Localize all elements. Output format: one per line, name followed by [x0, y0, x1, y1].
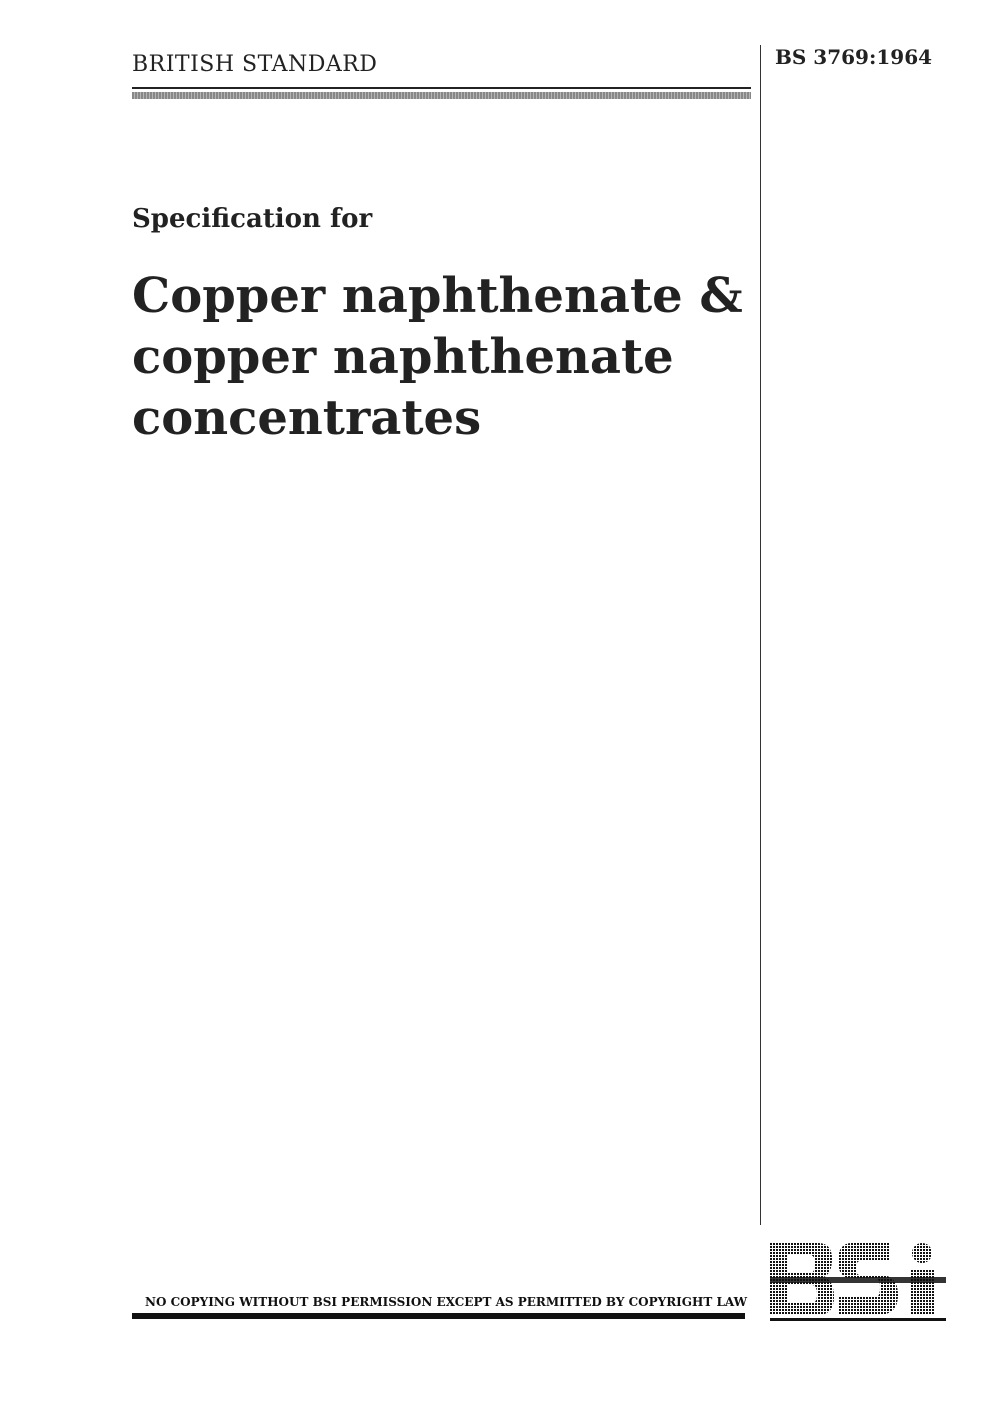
- standard-type-label: BRITISH STANDARD: [132, 52, 378, 77]
- document-subtitle: Specification for: [132, 204, 373, 234]
- logo-underline: [770, 1318, 946, 1321]
- margin-vertical-rule: [760, 45, 761, 1225]
- header-rule-thin: [132, 87, 751, 89]
- title-line: copper naphthenate: [132, 329, 674, 385]
- document-title: [132, 266, 752, 449]
- footer-rule: [132, 1313, 745, 1319]
- title-line: Copper naphthenate &: [132, 268, 743, 324]
- document-number: BS 3769:1964: [775, 45, 933, 69]
- title-line: concentrates: [132, 390, 482, 446]
- copyright-notice: NO COPYING WITHOUT BSI PERMISSION EXCEPT AS PERMITTED BY COPYRIGHT LAW: [145, 1295, 748, 1309]
- header-rule-thick: [132, 92, 751, 99]
- bsi-logo: [770, 1243, 946, 1315]
